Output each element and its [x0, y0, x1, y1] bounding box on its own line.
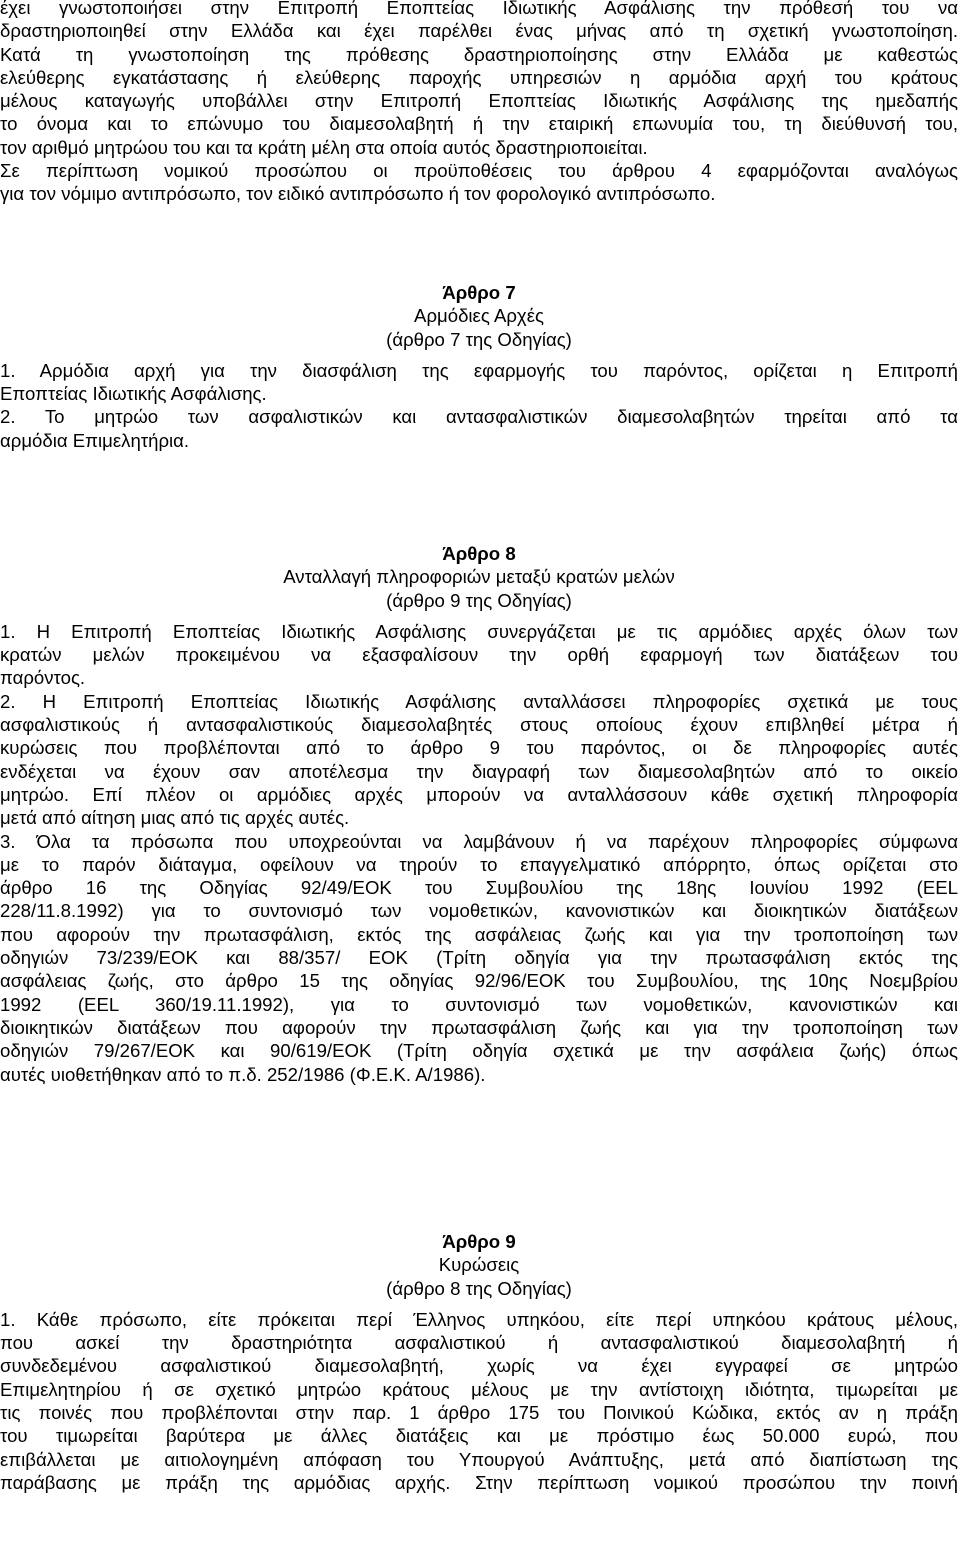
- article-heading: Άρθρο 9: [442, 1231, 516, 1252]
- article-title: Κυρώσεις: [438, 1254, 520, 1276]
- text-line: 1. Η Επιτροπή Εποπτείας Ιδιωτικής Ασφάλισης συνεργάζεται με τις αρμόδιες αρχές όλων των: [0, 620, 958, 642]
- text-line: Εποπτείας Ιδιωτικής Ασφάλισης.: [0, 383, 267, 405]
- text-line: του τιμωρείται βαρύτερα με άλλες διατάξεις και με πρόστιμο έως 50.000 ευρώ, που: [0, 1425, 958, 1447]
- text-line: με το παρόν διάταγμα, οφείλουν να τηρούν το επαγγελματικό απόρρητο, όπως ορίζεται στο: [0, 853, 958, 875]
- text-line: ασφάλειας ζωής, στο άρθρο 15 της οδηγίας 92/96/ΕΟΚ του Συμβουλίου, της 10ης Νοεμβρίου: [0, 970, 958, 992]
- text-line: παράβασης με πράξη της αρμόδιας αρχής. Στην περίπτωση νομικού προσώπου την ποινή: [0, 1471, 958, 1493]
- text-line: το όνομα και το επώνυμο του διαμεσολαβητή ή την εταιρική επωνυμία του, τη διεύθυνσή του,: [0, 113, 958, 135]
- text-line: έχει γνωστοποιήσει στην Επιτροπή Εποπτείας Ιδιωτικής Ασφάλισης την πρόθεσή του να: [0, 0, 958, 18]
- text-line: 1. Κάθε πρόσωπο, είτε πρόκειται περί Έλληνος υπηκόου, είτε περί υπηκόου κράτους μέλους,: [0, 1308, 958, 1330]
- text-line: δραστηριοποιηθεί στην Ελλάδα και έχει παρέλθει ένας μήνας από τη σχετική γνωστοποίηση.: [0, 20, 958, 42]
- article-title: Αρμόδιες Αρχές: [414, 305, 544, 327]
- text-line: τον αριθμό μητρώου του και τα κράτη μέλη στα οποία αυτός δραστηριοποιείται.: [0, 136, 648, 158]
- text-line: 2. Το μητρώο των ασφαλιστικών και αντασφαλιστικών διαμεσολαβητών τηρείται από τα: [0, 406, 958, 428]
- text-line: επιβάλλεται με αιτιολογημένη απόφαση του Υπουργού Ανάπτυξης, μετά από διαπίστωση της: [0, 1448, 958, 1470]
- text-line: Επιμελητηρίου ή σε σχετικό μητρώο κράτους μέλους με την αντίστοιχη ιδιότητα, τιμωρείται με: [0, 1378, 958, 1400]
- article-title: Ανταλλαγή πληροφοριών μεταξύ κρατών μελών: [283, 566, 675, 588]
- text-line: 1992 (EEL 360/19.11.1992), για το συντονισμό των νομοθετικών, κανονιστικών και: [0, 993, 958, 1015]
- text-line: συνδεδεμένου ασφαλιστικού διαμεσολαβητή, χωρίς να έχει εγγραφεί σε μητρώο: [0, 1355, 958, 1377]
- article-8: [0, 542, 958, 1086]
- text-line: μητρώο. Επί πλέον οι αρμόδιες αρχές μπορούν να ανταλλάσσουν κάθε σχετική πληροφορία: [0, 783, 958, 805]
- text-line: μέλους καταγωγής υποβάλλει στην Επιτροπή Εποπτείας Ιδιωτικής Ασφάλισης της ημεδαπής: [0, 90, 958, 112]
- text-line: που ασκεί την δραστηριότητα ασφαλιστικού ή αντασφαλιστικού διαμεσολαβητή ή: [0, 1332, 958, 1354]
- text-line: αυτές υιοθετήθηκαν από το π.δ. 252/1986 (Φ.Ε.Κ. Α/1986).: [0, 1063, 486, 1085]
- text-line: ενδέχεται να έχουν σαν αποτέλεσμα την διαγραφή των διαμεσολαβητών από το οικείο: [0, 760, 958, 782]
- article-reference: (άρθρο 9 της Οδηγίας): [386, 589, 572, 611]
- text-line: Κατά τη γνωστοποίηση της πρόθεσης δραστηριοποίησης στην Ελλάδα με καθεστώς: [0, 43, 958, 65]
- article-body: [0, 620, 958, 1086]
- article-heading: Άρθρο 7: [442, 282, 516, 303]
- article-body: [0, 1308, 958, 1494]
- text-line: 228/11.8.1992) για το συντονισμό των νομοθετικών, κανονιστικών και διοικητικών διατάξεων: [0, 900, 958, 922]
- text-line: που αφορούν την πρωτασφάλιση, εκτός της ασφάλειας ζωής και για την τροποποίηση των: [0, 923, 958, 945]
- text-line: μετά από αίτηση μιας από τις αρχές αυτές.: [0, 807, 350, 829]
- text-line: για τον νόμιμο αντιπρόσωπο, τον ειδικό αντιπρόσωπο ή τον φορολογικό αντιπρόσωπο.: [0, 183, 716, 205]
- article-7: [0, 281, 958, 452]
- article-9: [0, 1230, 958, 1494]
- article-body: [0, 359, 958, 452]
- text-line: άρθρο 16 της Οδηγίας 92/49/ΕΟΚ του Συμβουλίου της 18ης Ιουνίου 1992 (EEL: [0, 877, 958, 899]
- text-line: ελεύθερης εγκατάστασης ή ελεύθερης παροχής υπηρεσιών η αρμόδια αρχή του κράτους: [0, 66, 958, 88]
- text-line: κυρώσεις που προβλέπονται από το άρθρο 9 του παρόντος, οι δε πληροφορίες αυτές: [0, 737, 958, 759]
- intro-text: [0, 0, 958, 206]
- text-line: 3. Όλα τα πρόσωπα που υποχρεούνται να λαμβάνουν ή να παρέχουν πληροφορίες σύμφωνα: [0, 830, 958, 852]
- text-line: 2. Η Επιτροπή Εποπτείας Ιδιωτικής Ασφάλισης ανταλλάσσει πληροφορίες σχετικά με τους: [0, 690, 958, 712]
- article-heading: Άρθρο 8: [442, 543, 516, 564]
- text-line: οδηγιών 73/239/ΕΟΚ και 88/357/ ΕΟΚ (Τρίτη οδηγία για την πρωτασφάλιση εκτός της: [0, 947, 958, 969]
- text-line: διοικητικών διατάξεων που αφορούν την πρωτασφάλιση ζωής και για την τροποποίηση των: [0, 1016, 958, 1038]
- text-line: παρόντος.: [0, 667, 86, 689]
- text-line: τις ποινές που προβλέπονται στην παρ. 1 άρθρο 175 του Ποινικού Κώδικα, εκτός αν η πράξη: [0, 1402, 958, 1424]
- text-line: κρατών μελών προκειμένου να εξασφαλίσουν την ορθή εφαρμογή των διατάξεων του: [0, 644, 958, 666]
- article-reference: (άρθρο 7 της Οδηγίας): [386, 328, 572, 350]
- text-line: Σε περίπτωση νομικού προσώπου οι προϋποθέσεις του άρθρου 4 εφαρμόζονται αναλόγως: [0, 160, 958, 182]
- article-reference: (άρθρο 8 της Οδηγίας): [386, 1277, 572, 1299]
- text-line: οδηγιών 79/267/ΕΟΚ και 90/619/ΕΟΚ (Τρίτη οδηγία σχετικά με την ασφάλεια ζωής) όπως: [0, 1040, 958, 1062]
- text-line: ασφαλιστικούς ή αντασφαλιστικούς διαμεσολαβητές στους οποίους έχουν επιβληθεί μέτρα ή: [0, 714, 958, 736]
- text-line: αρμόδια Επιμελητήρια.: [0, 429, 190, 451]
- text-line: 1. Αρμόδια αρχή για την διασφάλιση της εφαρμογής του παρόντος, ορίζεται η Επιτροπή: [0, 359, 958, 381]
